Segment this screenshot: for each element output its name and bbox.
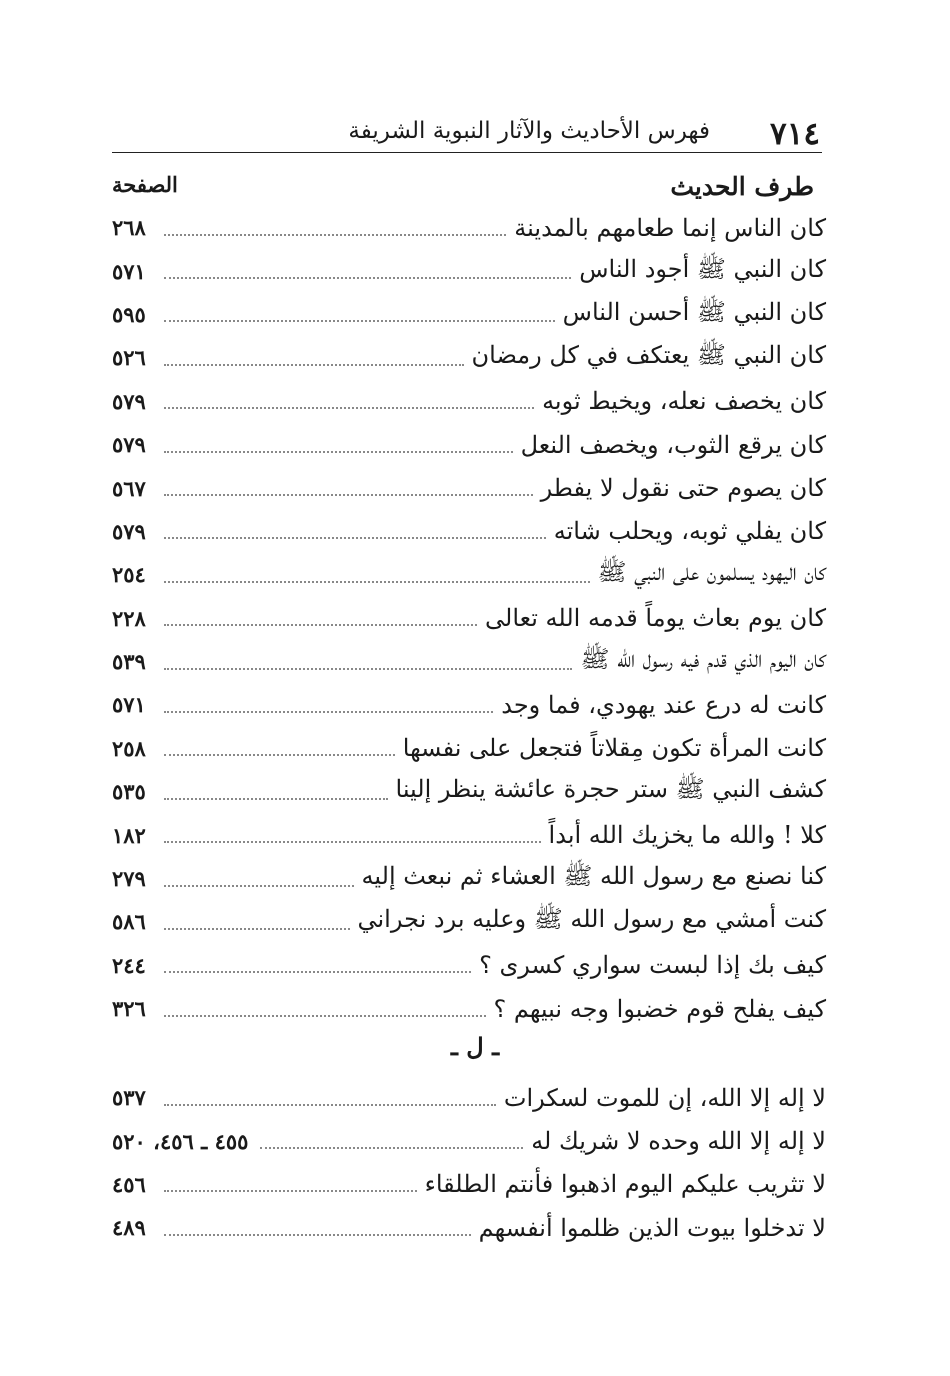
page-reference: ٥٧٩ (112, 388, 146, 414)
dot-leader (164, 1104, 496, 1106)
dot-leader (164, 451, 513, 453)
hadith-text: لا إله إلا الله، إن للموت لسكرات (503, 1083, 826, 1112)
hadith-text: كان يفلي ثوبه، ويحلب شاته (553, 517, 826, 546)
header-rule (112, 152, 822, 153)
page-reference: ٢٦٨ (112, 215, 146, 241)
dot-leader (164, 798, 388, 800)
page-reference: ٥٦٧ (112, 475, 146, 501)
page-reference: ٥٣٩ (112, 649, 146, 675)
dot-leader (164, 1190, 417, 1192)
index-list-lam (112, 1076, 826, 1250)
page-reference: ٢٥٨ (112, 735, 146, 761)
page-reference: ٤٥٦ (112, 1171, 146, 1197)
column-headers (112, 168, 822, 208)
dot-leader (164, 581, 590, 583)
hadith-text: لا تثريب عليكم اليوم اذهبوا فأنتم الطلقاء (424, 1170, 826, 1199)
page-column-heading: الصفحة (112, 172, 178, 197)
page-header (112, 108, 822, 156)
page-reference: ٥٩٥ (112, 301, 146, 327)
index-entry (112, 987, 826, 1030)
page-reference: ٢٧٩ (112, 866, 146, 892)
dot-leader (260, 1147, 523, 1149)
hadith-text: كان الناس إنما طعامهم بالمدينة (514, 213, 826, 242)
page-reference: ٥٢٦ (112, 345, 146, 371)
index-entry (112, 206, 826, 249)
dot-leader (164, 407, 534, 409)
dot-leader (164, 1015, 486, 1017)
hadith-text: كانت له درع عند يهودي، فما وجد (501, 690, 826, 719)
page-reference: ٥٧١ (112, 692, 146, 718)
index-entry (112, 640, 826, 683)
hadith-text: كان اليوم الذي قدم فيه رسول الله ﷺ (580, 645, 826, 674)
index-entry (112, 510, 826, 553)
page-reference: ٥٣٧ (112, 1085, 146, 1111)
index-entry (112, 900, 826, 943)
index-entry (112, 1076, 826, 1119)
index-list-kaf (112, 206, 826, 1030)
page-reference: ١٨٢ (112, 822, 146, 848)
index-entry (112, 944, 826, 987)
dot-leader (164, 928, 350, 930)
hadith-text: لا إله إلا الله وحده لا شريك له (531, 1127, 826, 1156)
dot-leader (164, 971, 471, 973)
hadith-text: كان يرقع الثوب، ويخصف النعل (520, 430, 826, 459)
page-reference: ٥٧١ (112, 258, 146, 284)
dot-leader (164, 537, 546, 539)
dot-leader (164, 1234, 471, 1236)
index-entry (112, 770, 826, 813)
section-letter-lam: ـ ل ـ (450, 1032, 500, 1061)
hadith-text: كنا نصنع مع رسول الله ﷺ العشاء ثم نبعث إليه (361, 862, 826, 891)
dot-leader (164, 668, 572, 670)
hadith-text: كانت المرأة تكون مِقلاتاً فتجعل على نفسها (402, 734, 826, 763)
page-reference: ٤٨٩ (112, 1215, 146, 1241)
page-reference: ٥٧٩ (112, 518, 146, 544)
page-reference: ٣٢٦ (112, 996, 146, 1022)
index-entry (112, 466, 826, 509)
dot-leader (164, 754, 395, 756)
page-reference: ٤٥٥ ـ ٤٥٦، ٥٢٠ (112, 1128, 249, 1154)
dot-leader (164, 494, 533, 496)
hadith-text: كشف النبي ﷺ ستر حجرة عائشة ينظر إلينا (395, 775, 826, 804)
hadith-text: كيف يفلح قوم خضبوا وجه نبيهم ؟ (493, 994, 826, 1023)
index-entry (112, 249, 826, 292)
index-entry (112, 380, 826, 423)
hadith-text: كان النبي ﷺ يعتكف في كل رمضان (471, 341, 826, 370)
dot-leader (164, 841, 541, 843)
page-number: ٧١٤ (770, 116, 820, 152)
dot-leader (164, 885, 354, 887)
index-entry (112, 336, 826, 379)
page-reference: ٥٣٥ (112, 779, 146, 805)
page-reference: ٢٥٤ (112, 562, 146, 588)
page-reference: ٥٨٦ (112, 909, 146, 935)
dot-leader (164, 277, 571, 279)
index-entry (112, 293, 826, 336)
hadith-text: كيف بك إذا لبست سواري كسرى ؟ (479, 951, 826, 980)
hadith-text: كان يخصف نعله، ويخيط ثوبه (542, 387, 826, 416)
hadith-text: كان يصوم حتى نقول لا يفطر (540, 474, 826, 503)
index-entry (112, 857, 826, 900)
index-entry (112, 553, 826, 596)
dot-leader (164, 364, 464, 366)
index-entry (112, 683, 826, 726)
dot-leader (164, 234, 506, 236)
index-entry (112, 1119, 826, 1162)
dot-leader (164, 320, 555, 322)
hadith-text: لا تدخلوا بيوت الذين ظلموا أنفسهم (478, 1213, 826, 1242)
hadith-text: كلا ! والله ما يخزيك الله أبداً (548, 821, 826, 850)
index-entry (112, 423, 826, 466)
index-entry (112, 597, 826, 640)
index-entry (112, 1163, 826, 1206)
page-reference: ٢٤٤ (112, 952, 146, 978)
hadith-text: كان يوم بعاث يوماً قدمه الله تعالى (485, 604, 826, 633)
index-entry (112, 727, 826, 770)
dot-leader (164, 624, 477, 626)
dot-leader (164, 711, 493, 713)
hadith-column-heading: طرف الحديث (670, 172, 814, 201)
hadith-text: كان اليهود يسلمون على النبي ﷺ (597, 558, 826, 587)
hadith-text: كان النبي ﷺ أحسن الناس (562, 297, 826, 326)
hadith-text: كان النبي ﷺ أجود الناس (579, 254, 826, 283)
page-reference: ٢٢٨ (112, 605, 146, 631)
hadith-text: كنت أمشي مع رسول الله ﷺ وعليه برد نجراني (357, 905, 826, 934)
running-title: فهرس الأحاديث والآثار النبوية الشريفة (348, 118, 710, 144)
index-entry (112, 1206, 826, 1249)
index-entry (112, 813, 826, 856)
page-reference: ٥٧٩ (112, 432, 146, 458)
